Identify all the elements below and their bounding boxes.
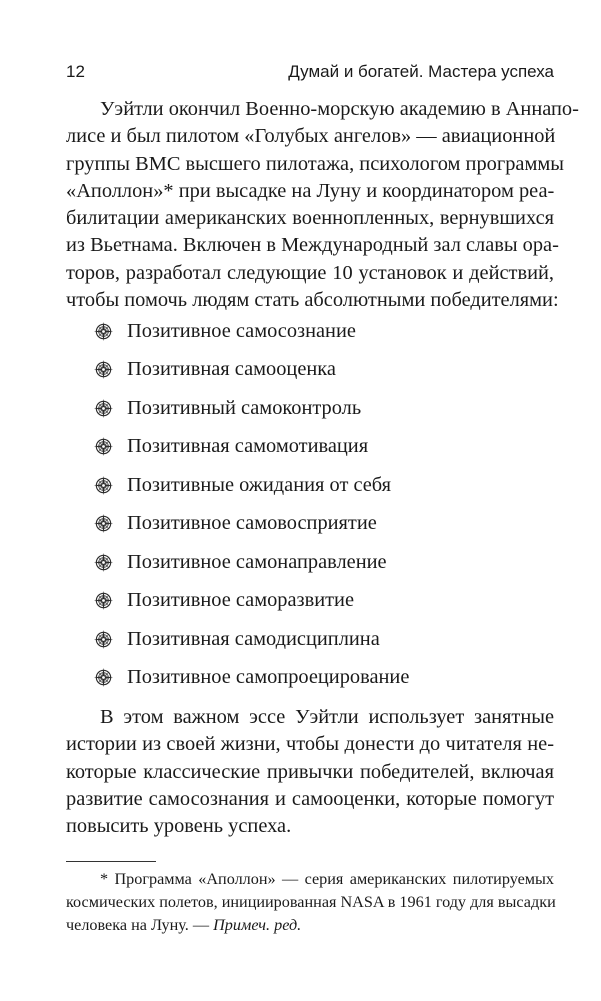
text-line: чтобы помочь людям стать абсолютными победителями: [66, 289, 559, 312]
list-item-label: Позитивное самопроецирование [127, 666, 410, 689]
editor-note: Примеч. ред. [213, 916, 302, 934]
compass-rose-icon [93, 436, 114, 457]
list-item-label: Позитивная самомотивация [127, 435, 369, 458]
compass-rose-icon [93, 398, 114, 419]
text-line: из Вьетнама. Включен в Международный зал славы ора- [66, 234, 559, 257]
list-item [93, 428, 409, 467]
list-item-label: Позитивное самовосприятие [127, 512, 377, 535]
list-item-label: Позитивная самооценка [127, 358, 336, 381]
list-item [93, 466, 409, 505]
compass-rose-icon [93, 475, 114, 496]
text-line: которые классические привычки победителей, включая [66, 760, 554, 783]
footnote-line-last [66, 914, 554, 937]
list-item-label: Позитивное самонаправление [127, 550, 387, 573]
compass-rose-icon [93, 629, 114, 650]
compass-rose-icon [93, 590, 114, 611]
text-line: Уэйтли окончил Военно-морскую академию в Аннапо- [100, 98, 579, 120]
list-item-label: Позитивная самодисциплина [127, 627, 380, 650]
list-item [93, 543, 409, 582]
text-line: билитации американских военнопленных, вернувшихся [66, 207, 554, 230]
compass-rose-icon [93, 513, 114, 534]
compass-rose-icon [93, 321, 114, 342]
page-header [66, 62, 554, 86]
text-line: «Аполлон»* при высадке на Луну и координатором реа- [66, 179, 555, 202]
footnote [66, 868, 554, 937]
habits-list [93, 312, 409, 697]
page-number: 12 [66, 62, 85, 81]
footnote-divider [66, 861, 156, 862]
compass-rose-icon [93, 359, 114, 380]
paragraph-intro [66, 96, 579, 314]
compass-rose-icon [93, 667, 114, 688]
text-line: развитие самосознания и самооценки, которые помогут [66, 787, 554, 810]
running-title: Думай и богатей. Мастера успеха [288, 62, 554, 81]
list-item-label: Позитивные ожидания от себя [127, 473, 392, 496]
text-line: истории из своей жизни, чтобы донести до читателя не- [66, 733, 554, 756]
list-item-label: Позитивное самосознание [127, 319, 356, 342]
compass-rose-icon [93, 552, 114, 573]
list-item [93, 505, 409, 544]
text-line: повысить уровень успеха. [66, 815, 292, 838]
list-item [93, 312, 409, 351]
list-item [93, 351, 409, 390]
text-line: группы ВМС высшего пилотажа, психологом программы [66, 152, 564, 175]
list-item-label: Позитивное саморазвитие [127, 589, 355, 612]
list-item [93, 659, 409, 698]
footnote-line: космических полетов, инициированная NASA в 1961 году для высадки [66, 893, 556, 911]
list-item [93, 620, 409, 659]
text-line: лисе и был пилотом «Голубых ангелов» — авиационной [66, 125, 556, 148]
paragraph-summary [66, 704, 554, 840]
text-line: торов, разработал следующие 10 установок и действий, [66, 261, 554, 284]
list-item [93, 582, 409, 621]
list-item [93, 389, 409, 428]
footnote-text: человека на Луну. — [66, 916, 214, 934]
text-line: В этом важном эссе Уэйтли использует занятные [100, 706, 554, 728]
list-item-label: Позитивный самоконтроль [127, 396, 362, 419]
footnote-line: * Программа «Аполлон» — серия американских пилотируемых [100, 870, 554, 888]
